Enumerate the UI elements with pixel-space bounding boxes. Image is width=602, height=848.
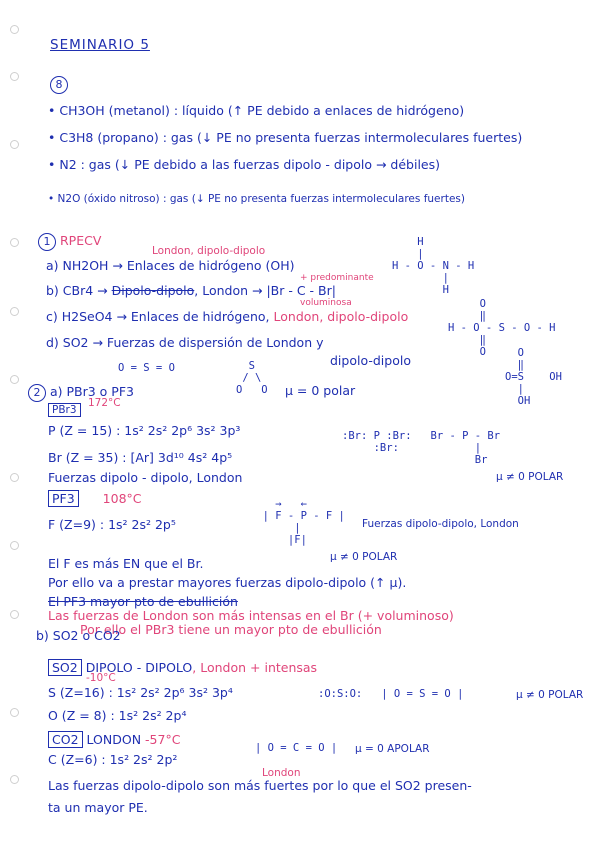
annotation-london-2: London (262, 767, 301, 779)
explanation-pink-2: Por ello el PBr3 tiene un mayor pto de ebullición (80, 622, 382, 637)
structure-so2-bent: S / \ O O (236, 360, 268, 396)
f-configuration: F (Z=9) : 1s² 2s² 2p⁵ (48, 517, 176, 532)
section-8-line-2: • C3H8 (propano) : gas (↓ PE no presenta fuerzas intermoleculares fuertes) (48, 130, 523, 145)
section-1-item-b: b) CBr4 → Dipolo-dipolo, London → |Br - C - Br| (46, 283, 336, 298)
conclusion-line-1: Las fuerzas dipolo-dipolo son más fuertes por lo que el SO2 presen- (48, 778, 472, 793)
label-so2-row: SO2 DIPOLO - DIPOLO, London + intensas (48, 660, 317, 675)
o-configuration: O (Z = 8) : 1s² 2s² 2p⁴ (48, 708, 187, 723)
structure-h2seo4: O ‖ H - O - S - O - H ‖ O (448, 298, 556, 358)
so2-dipole-note: μ = 0 polar (285, 383, 356, 398)
section-2-question-b: b) SO2 o CO2 (36, 628, 121, 643)
section-8-line-4: • N2O (óxido nitroso) : gas (↓ PE no presenta fuerzas intermoleculares fuertes) (48, 193, 465, 205)
section-1-item-d: d) SO2 → Fuerzas de dispersión de London y (46, 335, 324, 350)
structure-pbr3: :Br: P :Br: Br - P - Br :Br: | Br (342, 430, 501, 466)
page-title: SEMINARIO 5 (50, 37, 150, 53)
structure-so2-lewis: O = S = O (118, 362, 175, 374)
explanation-line-1: El F es más EN que el Br. (48, 556, 204, 571)
explanation-struck: El PF3 mayor pto de ebullición (48, 594, 238, 609)
annotation-predominante: + predominante (300, 273, 374, 283)
label-pf3-row: PF3 108°C (48, 491, 142, 506)
section-1-item-d-cont: dipolo-dipolo (330, 353, 411, 368)
explanation-pink-1: Las fuerzas de London son más intensas en el Br (+ voluminoso) (48, 608, 454, 623)
pbr3-forces: Fuerzas dipolo - dipolo, London (48, 470, 243, 485)
section-8-line-1: • CH3OH (metanol) : líquido (↑ PE debido a enlaces de hidrógeno) (48, 103, 465, 118)
section-8-number: 8 (50, 76, 68, 94)
section-1-header: 1 RPECV (38, 233, 101, 251)
pf3-forces: Fuerzas dipolo-dipolo, London (362, 518, 519, 530)
structure-so3: O ‖ O=S OH | OH (505, 347, 562, 407)
section-2-header: 2 a) PBr3 o PF3 (28, 384, 134, 402)
br-configuration: Br (Z = 35) : [Ar] 3d¹⁰ 4s² 4p⁵ (48, 450, 233, 465)
s-configuration: S (Z=16) : 1s² 2s² 2p⁶ 3s² 3p⁴ (48, 685, 233, 700)
structure-so2-second: :O:S:O: | O = S = O | (318, 688, 464, 700)
structure-nh2oh: H | H - O - N - H | H (392, 236, 475, 296)
annotation-london-dipolo: London, dipolo-dipolo (152, 245, 266, 257)
label-pbr3: PBr3 (48, 403, 81, 418)
pf3-polar: μ ≠ 0 POLAR (330, 551, 398, 563)
label-co2-row: CO2 LONDON -57°C (48, 732, 180, 747)
section-1-item-c: c) H2SeO4 → Enlaces de hidrógeno, London, dipolo-dipolo (46, 309, 409, 324)
section-1-item-a: a) NH2OH → Enlaces de hidrógeno (OH) (46, 258, 295, 273)
so2-polar: μ ≠ 0 POLAR (516, 689, 584, 701)
structure-pf3: → ← | F - P - F | | |F| (262, 498, 345, 546)
co2-apolar: μ = 0 APOLAR (355, 743, 430, 755)
so2-boiling-point: -10°C (86, 672, 116, 684)
p-configuration: P (Z = 15) : 1s² 2s² 2p⁶ 3s² 3p³ (48, 423, 241, 438)
c-configuration: C (Z=6) : 1s² 2s² 2p² (48, 752, 178, 767)
pbr3-polar: μ ≠ 0 POLAR (496, 471, 564, 483)
annotation-voluminosa: voluminosa (300, 298, 352, 308)
structure-co2: | O = C = O | (255, 742, 338, 754)
conclusion-line-2: ta un mayor PE. (48, 800, 148, 815)
pbr3-boiling-point: 172°C (88, 397, 121, 409)
explanation-line-2: Por ello va a prestar mayores fuerzas dipolo-dipolo (↑ μ). (48, 575, 407, 590)
section-8-line-3: • N2 : gas (↓ PE debido a las fuerzas dipolo - dipolo → débiles) (48, 157, 441, 172)
